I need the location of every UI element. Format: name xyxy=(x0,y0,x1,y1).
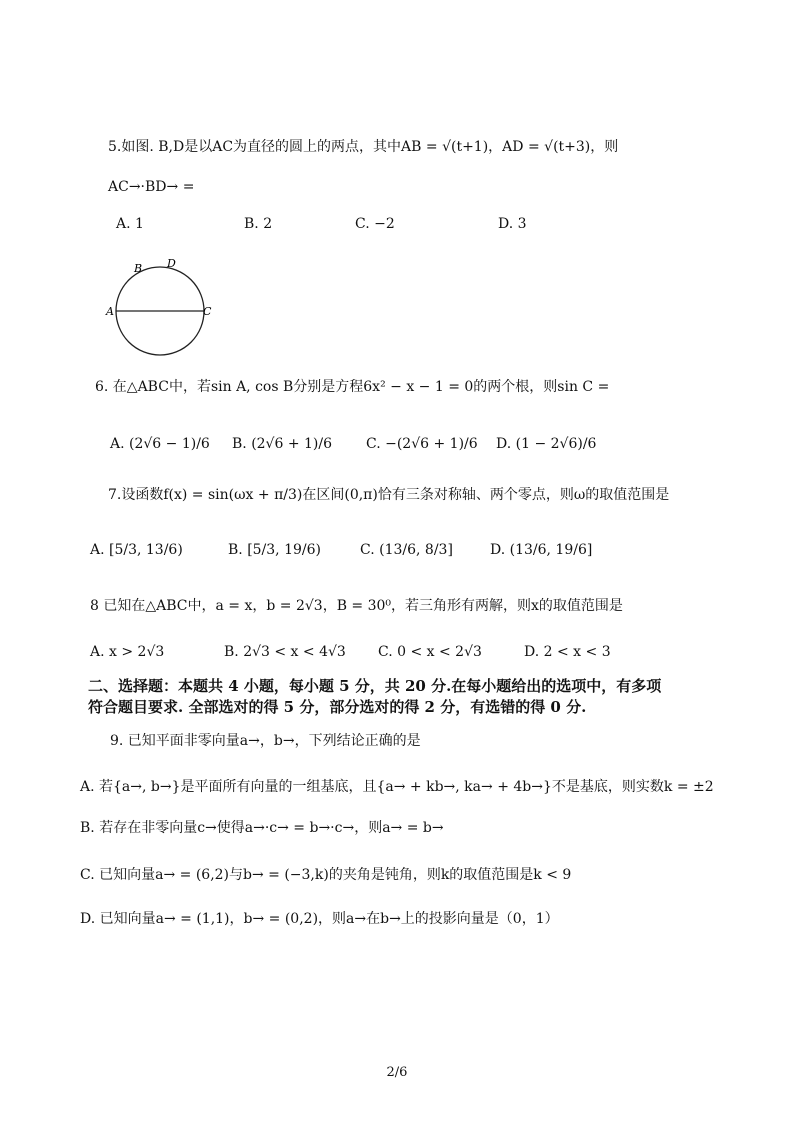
q8-option-d: D. 2 < x < 3 xyxy=(524,644,611,660)
q7-option-b: B. [5/3, 19/6) xyxy=(228,542,321,558)
q5-stem: 5.如图. B,D是以AC为直径的圆上的两点，其中AB = √(t+1)，AD = √(t+3)，则 xyxy=(108,139,619,155)
page-number: 2/6 xyxy=(386,1065,408,1080)
q9-option-c: C. 已知向量a→ = (6,2)与b→ = (−3,k)的夹角是钝角，则k的取值范围是k < 9 xyxy=(80,867,572,883)
q9-option-d: D. 已知向量a→ = (1,1)，b→ = (0,2)，则a→在b→上的投影向量是（0，1） xyxy=(80,911,559,927)
q8-option-b: B. 2√3 < x < 4√3 xyxy=(224,644,346,660)
q6-stem: 6. 在△ABC中，若sin A, cos B分别是方程6x² − x − 1 = 0的两个根，则sin C = xyxy=(95,379,610,395)
q8-option-a: A. x > 2√3 xyxy=(90,644,165,660)
q9-stem: 9. 已知平面非零向量a→，b→，下列结论正确的是 xyxy=(110,733,421,749)
q9-option-a: A. 若{a→, b→}是平面所有向量的一组基底，且{a→ + kb→, ka→ + 4b→}不是基底，则实数k = ±2 xyxy=(80,779,714,795)
q6-option-c: C. −(2√6 + 1)/6 xyxy=(366,436,478,452)
q5-option-b: B. 2 xyxy=(244,216,273,232)
label-d: D xyxy=(167,257,176,270)
q5-expression: AC→·BD→ = xyxy=(108,179,195,195)
section2-heading-line2: 符合题目要求. 全部选对的得 5 分，部分选对的得 2 分，有选错的得 0 分. xyxy=(88,698,587,716)
q8-stem: 8 已知在△ABC中，a = x，b = 2√3，B = 30⁰，若三角形有两解，则x的取值范围是 xyxy=(90,598,623,614)
q8-option-c: C. 0 < x < 2√3 xyxy=(378,644,482,660)
q5-option-a: A. 1 xyxy=(116,216,144,232)
q6-option-b: B. (2√6 + 1)/6 xyxy=(232,436,333,452)
q6-option-a: A. (2√6 − 1)/6 xyxy=(110,436,210,452)
label-b: B xyxy=(134,262,143,275)
q5-option-d: D. 3 xyxy=(498,216,527,232)
section2-heading-line1: 二、选择题：本题共 4 小题，每小题 5 分，共 20 分.在每小题给出的选项中，有多项 xyxy=(88,677,662,695)
q7-stem: 7.设函数f(x) = sin(ωx + π/3)在区间(0,π)恰有三条对称轴、两个零点，则ω的取值范围是 xyxy=(108,487,670,503)
q5-circle-figure xyxy=(104,254,214,364)
label-a: A xyxy=(106,305,114,318)
label-c: C xyxy=(203,305,212,318)
q7-option-d: D. (13/6, 19/6] xyxy=(490,542,593,558)
q7-option-c: C. (13/6, 8/3] xyxy=(360,542,453,558)
q9-option-b: B. 若存在非零向量c→使得a→·c→ = b→·c→，则a→ = b→ xyxy=(80,820,444,836)
q7-option-a: A. [5/3, 13/6) xyxy=(90,542,183,558)
q5-option-c: C. −2 xyxy=(355,216,395,232)
q6-option-d: D. (1 − 2√6)/6 xyxy=(496,436,597,452)
